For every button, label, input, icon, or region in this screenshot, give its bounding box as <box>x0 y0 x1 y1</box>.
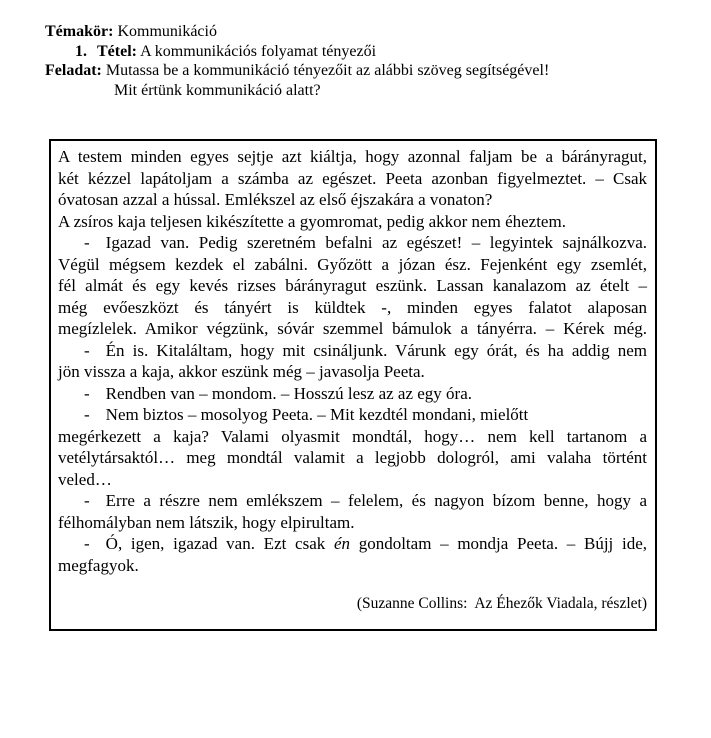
excerpt-line <box>58 383 647 405</box>
excerpt-segment: még evőeszközt és tányért is küldtek -, minden egyes falatot alaposan <box>58 297 647 317</box>
excerpt-line <box>58 211 647 233</box>
task-text: Mutassa be a kommunikáció tényezőit az alábbi szöveg segítségével! <box>105 62 550 79</box>
excerpt-line <box>58 490 647 512</box>
excerpt-segment: két kézzel lapátoljam a számba az egészet. Peeta azonban figyelmeztet. – Csak <box>58 168 647 188</box>
excerpt-segment: Rendben van – mondom. – Hosszú lesz az az egy óra. <box>105 383 473 403</box>
excerpt-line <box>58 469 647 491</box>
excerpt-line <box>58 275 647 297</box>
excerpt-line <box>58 232 647 254</box>
topic-label: Témakör: <box>45 23 114 40</box>
excerpt-segment: Én is. Kitaláltam, hogy mit csináljunk. Várunk egy órát, és ha addig nem <box>105 340 647 360</box>
excerpt-segment: vetélytársaktól… meg mondtál valamit a legjobb dologról, ami valaha történt <box>58 448 647 467</box>
item-number: 1. <box>75 42 87 60</box>
dash-marker: - <box>84 340 90 360</box>
excerpt-italic-word: én <box>333 534 350 553</box>
excerpt-segment: A zsíros kaja teljesen kikészítette a gyomromat, pedig akkor nem éheztem. <box>58 211 566 231</box>
excerpt-line <box>58 340 647 362</box>
excerpt-segment: Ó, igen, igazad van. Ezt csak <box>105 534 334 553</box>
task-label: Feladat: <box>45 62 102 79</box>
excerpt-line <box>58 447 647 469</box>
task-question: Mit értünk kommunikáció alatt? <box>114 81 321 99</box>
excerpt-line <box>58 555 647 577</box>
topic-line <box>45 22 711 42</box>
excerpt-segment: A testem minden egyes sejtje azt kiáltja, hogy azonnal faljam be a bárányragut, <box>58 147 647 166</box>
task-line-2 <box>45 81 711 101</box>
excerpt-line <box>58 168 647 190</box>
excerpt-line <box>58 512 647 534</box>
excerpt-box <box>49 139 657 631</box>
excerpt-line <box>58 361 647 383</box>
excerpt-segment: gondoltam – mondja Peeta. – Bújj ide, <box>350 534 647 553</box>
excerpt-segment: megízlelek. Amikor végzünk, sóvár szemmel bámulok a tányérra. – Kérek még. <box>58 319 647 338</box>
item-line <box>45 42 711 62</box>
excerpt-segment: Igazad van. Pedig szeretném befalni az egészet! – legyintek sajnálkozva. <box>105 233 647 252</box>
dash-marker: - <box>84 405 90 424</box>
item-label: Tétel: <box>97 42 137 60</box>
dash-marker: - <box>84 491 90 510</box>
excerpt-line <box>58 254 647 276</box>
excerpt-segment: megérkezett a kaja? Valami olyasmit mondtál, hogy… nem kell tartanom a <box>58 426 647 446</box>
excerpt-segment: Erre a részre nem emlékszem – felelem, és nagyon bízom benne, hogy a <box>105 491 647 510</box>
excerpt-line <box>58 404 647 426</box>
citation: (Suzanne Collins: Az Éhezők Viadala, részlet) <box>356 595 647 612</box>
item-text: A kommunikációs folyamat tényezői <box>140 42 377 60</box>
topic-text: Kommunikáció <box>117 23 217 40</box>
dash-marker: - <box>84 233 90 252</box>
document-header <box>45 22 711 100</box>
excerpt-line <box>58 426 647 448</box>
dash-marker: - <box>84 534 90 553</box>
excerpt-line <box>58 297 647 319</box>
excerpt-segment: félhomályban nem látszik, hogy elpirultam. <box>58 512 355 532</box>
excerpt-segment: veled… <box>58 469 112 489</box>
dash-marker: - <box>84 383 90 403</box>
excerpt-segment: fél almát és egy kevés rizses bárányragut eszünk. Lassan kanalazom az ételt – <box>58 276 647 295</box>
excerpt-segment: Nem biztos – mosolyog Peeta. – Mit kezdtél mondani, mielőtt <box>105 405 529 424</box>
excerpt-segment: jön vissza a kaja, akkor eszünk még – javasolja Peeta. <box>58 362 425 381</box>
excerpt-line <box>58 318 647 340</box>
excerpt-line <box>58 189 647 211</box>
excerpt-segment: megfagyok. <box>58 555 139 575</box>
task-line <box>45 61 711 81</box>
excerpt-line <box>58 533 647 555</box>
document-page <box>0 22 711 631</box>
excerpt-line <box>58 146 647 168</box>
excerpt-text <box>58 146 647 576</box>
excerpt-segment: Végül mégsem kezdek el zabálni. Győzött a józan ész. Fejenként egy zsemlét, <box>58 254 647 274</box>
excerpt-segment: óvatosan azzal a hússal. Emlékszel az első éjszakára a vonaton? <box>58 190 493 209</box>
